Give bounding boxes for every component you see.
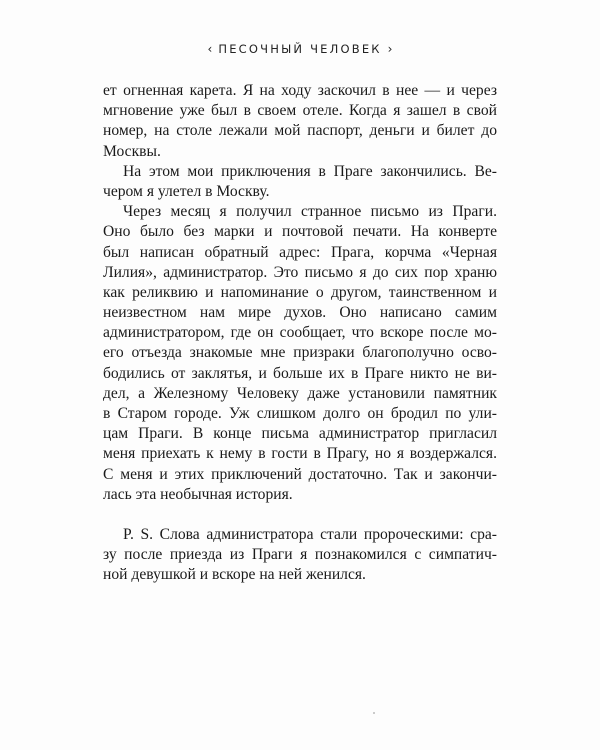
text-line: администратором, где он сообщает, что вскоре после мо- <box>103 324 497 342</box>
page-speck <box>373 712 375 714</box>
text-line: На этом мои приключения в Праге закончились. Ве- <box>123 162 497 180</box>
text-line: как реликвию и напоминание о другом, таинственном и <box>103 283 497 301</box>
text-line: Оно было без марки и почтовой печати. На конверте <box>103 223 497 241</box>
header-title: ПЕСОЧНЫЙ ЧЕЛОВЕК <box>218 42 382 56</box>
text-line: меня приехать к нему в гости в Прагу, но я воздержался. <box>103 445 497 463</box>
text-line: ной девушкой и вскоре на ней женился. <box>103 566 366 584</box>
text-line: чером я улетел в Москву. <box>103 182 270 200</box>
text-line: номер, на столе лежали мой паспорт, деньги и билет до <box>103 122 497 140</box>
paragraph-postscript <box>103 525 497 586</box>
text-line: ет огненная карета. Я на ходу заскочил в нее — и через <box>103 82 497 99</box>
section-gap <box>103 505 497 525</box>
paragraph-1 <box>103 81 497 162</box>
header-ornament-left: ‹ <box>207 42 213 56</box>
text-line: бодились от заклятья, и больше их в Праге никто не ви- <box>103 364 497 382</box>
text-line: Через месяц я получил странное письмо из Праги. <box>123 203 497 221</box>
text-line: был написан обратный адрес: Прага, корчма «Черная <box>103 243 497 261</box>
running-header <box>0 42 600 56</box>
text-line: дел, а Железному Человеку даже установили памятник <box>103 384 497 402</box>
text-line: мгновение уже был в своем отеле. Когда я зашел в свой <box>103 102 497 120</box>
header-ornament-right: › <box>387 42 393 56</box>
text-line: P. S. Слова администратора стали пророческими: сра- <box>123 525 497 543</box>
text-line: Лилия», администратор. Это письмо я до сих пор храню <box>103 263 497 281</box>
text-line: его отъезда знакомые мне призраки благополучно осво- <box>103 344 497 362</box>
body-text <box>103 81 497 586</box>
text-line: неизвестном нам мире духов. Оно написано самим <box>103 304 497 322</box>
paragraph-2 <box>103 162 497 202</box>
text-line: в Старом городе. Уж слишком долго он бродил по ули- <box>103 405 497 422</box>
text-line: зу после приезда из Праги я познакомился с симпатич- <box>103 546 497 564</box>
text-line: Москвы. <box>103 142 161 160</box>
text-line: С меня и этих приключений достаточно. Так и закончи- <box>103 465 497 483</box>
text-line: цам Праги. В конце письма администратор пригласил <box>103 425 497 443</box>
paragraph-3 <box>103 202 497 505</box>
text-line: лась эта необычная история. <box>103 485 293 503</box>
